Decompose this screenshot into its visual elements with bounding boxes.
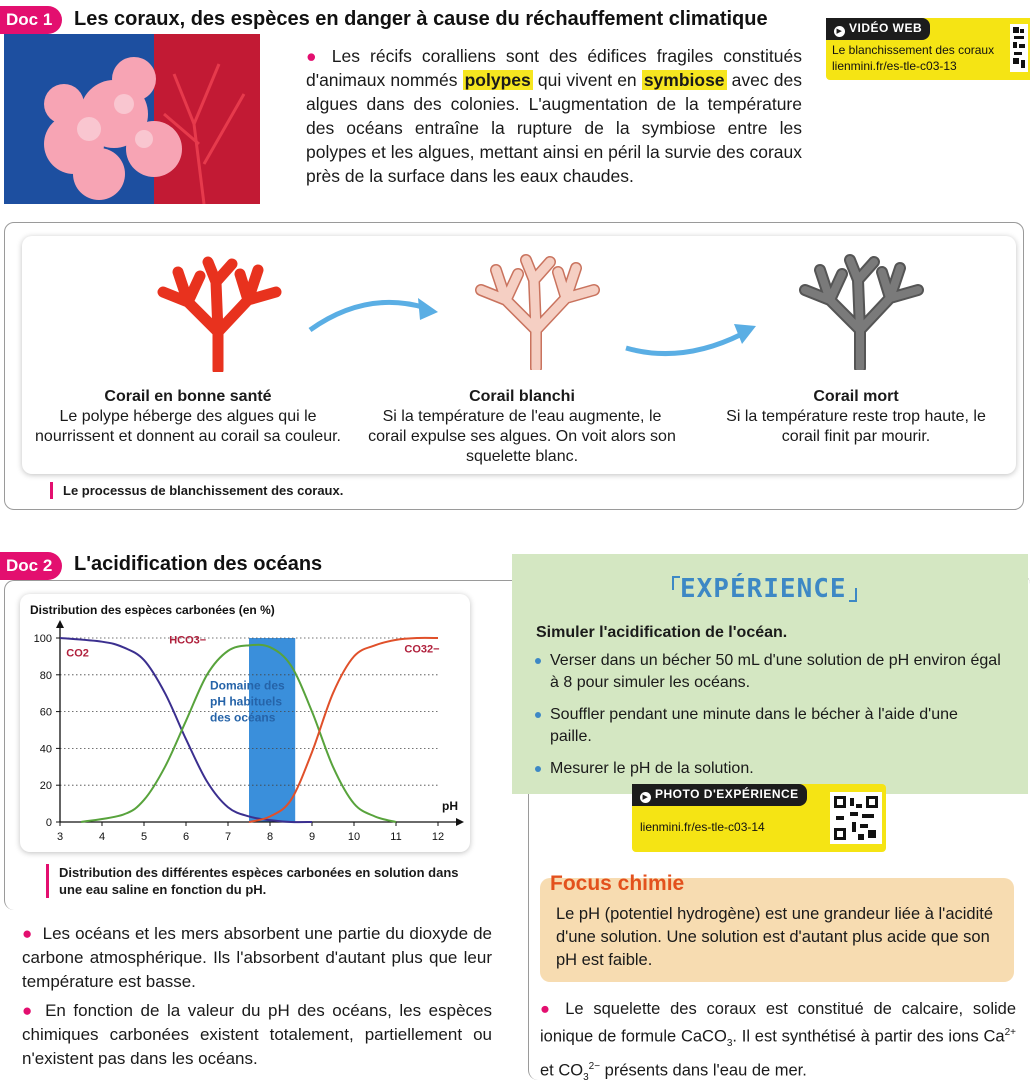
intro-paragraph: ● Les récifs coralliens sont des édifices fragiles constitués d'animaux nommés polypes qui vivent en symbiose avec des algues dans des colonies. L'augmentation de la température des océans entraîne la rupture de la symbiose entre les polypes et les algues, mettant ainsi en péril la survie des coraux près de la surface dans les eaux chaudes. [306, 46, 802, 186]
y-tick-label: 0 [45, 817, 52, 829]
focus-text: Le pH (potentiel hydrogène) est une grandeur liée à l'acidité d'une solution. Une solution est d'autant plus acide que son pH est faible. [556, 905, 994, 969]
coral-photo [4, 34, 260, 204]
band-label: Domaine des [210, 678, 285, 693]
experience-steps [534, 650, 1004, 790]
experience-step: Souffler pendant une minute dans le bécher à l'aide d'une paille. [534, 704, 1004, 748]
doc1-caption: Le processus de blanchissement des coraux. [50, 482, 343, 499]
experience-subtitle: Simuler l'acidification de l'océan. [536, 624, 788, 641]
series-label: CO2 [66, 647, 89, 660]
qr-code-icon [830, 792, 882, 844]
photo-experience-box[interactable] [632, 784, 886, 852]
focus-title: Focus chimie [550, 872, 685, 895]
stage-description: Le polype héberge des algues qui le nourrissent et donnent au corail sa couleur. [35, 408, 341, 445]
coral-photo-illustration [4, 34, 260, 204]
x-tick-label: 5 [140, 831, 148, 843]
stage-description: Si la température de l'eau augmente, le corail expulse ses algues. On voit alors son squelette blanc. [368, 408, 676, 465]
paragraph-ph-species: ● En fonction de la valeur du pH des océans, les espèces chimiques carbonées existent totalement, partiellement ou n'existent pas dans les océans. [22, 1001, 492, 1068]
bullet-icon: ● [22, 924, 33, 943]
arrow-right-icon [306, 290, 446, 340]
x-tick-label: 7 [224, 831, 232, 843]
qr-code-icon [1010, 24, 1028, 72]
bullet-icon: ● [540, 1000, 556, 1018]
stage-healthy [30, 387, 346, 447]
ph-band [249, 638, 295, 822]
dead-coral-icon [790, 250, 930, 370]
stage-description: Si la température reste trop haute, le corail finit par mourir. [726, 408, 986, 445]
chart-title: Distribution des espèces carbonées (en %) [30, 603, 275, 617]
paragraph-skeleton: ● Le squelette des coraux est constitué de calcaire, solide ionique de formule CaCO$_3$. Il est synthétisé à partir des ions $Ca^{2+}$ et $CO_3^{2-}$ présents dans l'eau de mer. [540, 1000, 1016, 1080]
doc2-tab: Doc 2 [0, 552, 62, 580]
experience-step: Mesurer le pH de la solution. [534, 758, 1004, 780]
keyword-polypes: polypes [464, 70, 531, 90]
doc1-title: Les coraux, des espèces en danger à cause du réchauffement climatique [74, 8, 768, 30]
y-tick-label: 100 [33, 633, 52, 645]
x-tick-label: 6 [182, 831, 190, 843]
doc2-title: L'acidification des océans [74, 553, 323, 575]
x-tick-label: 4 [98, 831, 106, 843]
stage-bleached [362, 387, 682, 467]
video-link[interactable]: lienmini.fr/es-tle-c03-13 [832, 59, 957, 73]
y-axis-arrow [56, 620, 64, 628]
paragraph-absorption: ● Les océans et les mers absorbent une partie du dioxyde de carbone atmosphérique. Ils l'absorbent d'autant plus que leur température est basse. [22, 924, 492, 991]
x-tick-label: 11 [390, 831, 402, 843]
healthy-coral-icon [148, 252, 288, 372]
doc2-caption: Distribution des différentes espèces carbonées en solution dans une eau saline en fonction du pH. [46, 864, 466, 898]
series-line-1 [81, 645, 396, 822]
series-label: HCO3− [169, 634, 207, 647]
y-tick-label: 80 [39, 669, 52, 682]
y-tick-label: 40 [39, 743, 52, 756]
y-tick-label: 60 [39, 706, 52, 719]
x-tick-label: 9 [308, 831, 316, 843]
photo-link[interactable]: lienmini.fr/es-tle-c03-14 [640, 820, 765, 834]
band-label: des océans [210, 710, 276, 725]
x-tick-label: 8 [266, 831, 274, 843]
x-axis-label: pH [442, 799, 458, 813]
video-title: Le blanchissement des coraux [832, 43, 995, 57]
stage-name: Corail mort [813, 388, 899, 405]
bullet-icon: ● [306, 46, 322, 66]
y-tick-label: 20 [39, 780, 52, 793]
carbon-species-chart [20, 594, 470, 852]
arrow-right-icon [622, 314, 762, 364]
bullet-icon: ● [22, 1001, 36, 1020]
stage-name: Corail en bonne santé [104, 388, 272, 405]
stage-name: Corail blanchi [469, 388, 575, 405]
qr-pattern [1012, 26, 1026, 70]
x-tick-label: 10 [347, 831, 361, 843]
photo-experience-tag: ▶ PHOTO D'EXPÉRIENCE [632, 784, 807, 806]
x-tick-label: 12 [431, 831, 445, 843]
band-label: pH habituels [210, 694, 283, 709]
experience-title: EXPÉRIENCE [680, 574, 847, 604]
bleached-coral-icon [466, 250, 606, 370]
qr-pattern [832, 794, 880, 842]
experience-step: Verser dans un bécher 50 mL d'une solution de pH environ égal à 8 pour simuler les océans. [534, 650, 1004, 694]
play-icon: ▶ [834, 26, 845, 37]
x-axis-arrow [456, 818, 464, 826]
keyword-symbiose: symbiose [643, 70, 725, 90]
doc1-tab: Doc 1 [0, 6, 62, 34]
video-web-box[interactable] [826, 18, 1030, 80]
play-icon: ▶ [640, 792, 651, 803]
stage-dead [706, 387, 1006, 447]
series-label: CO32− [404, 643, 440, 656]
video-web-tag: ▶ VIDÉO WEB [826, 18, 930, 40]
x-tick-label: 3 [56, 831, 64, 843]
